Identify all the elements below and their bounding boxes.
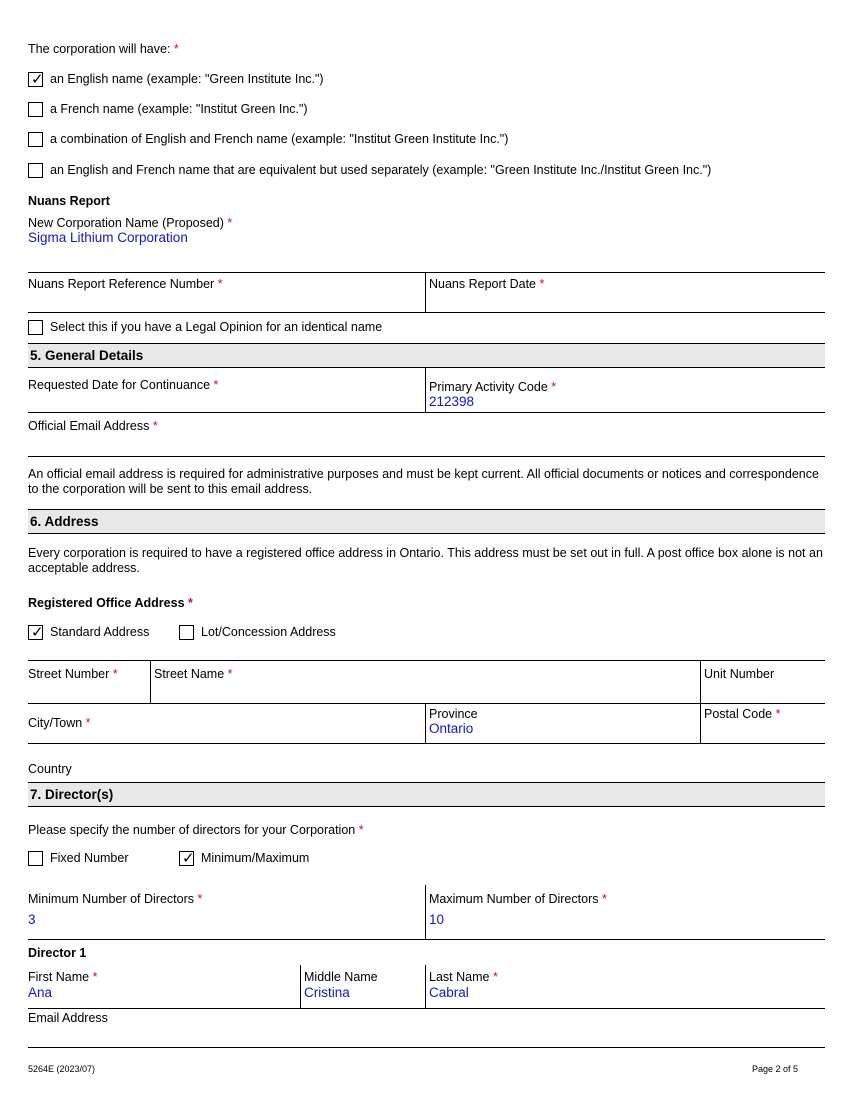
standard-address-checkbox[interactable] [28,625,43,640]
legal-opinion-checkbox[interactable] [28,320,43,335]
form-id: 5264E (2023/07) [28,1064,96,1074]
fixed-number-checkbox[interactable] [28,851,43,866]
director-1-heading: Director 1 [28,946,87,960]
unit-number-label: Unit Number [704,667,775,681]
activity-code-value[interactable]: 212398 [429,394,475,409]
french-name-checkbox[interactable] [28,102,43,117]
nuans-ref-label: Nuans Report Reference Number * [28,277,223,291]
proposed-name-label: New Corporation Name (Proposed) * [28,216,233,230]
official-email-note: An official email address is required for administrative purposes and must be kept current. All official documents or notices and correspondence to the corporation will be sent to this email address. [28,467,819,496]
continuance-date-label: Requested Date for Continuance * [28,378,219,392]
general-details-heading: 5. General Details [30,348,144,363]
min-directors-value[interactable]: 3 [28,912,36,927]
equivalent-name-label: an English and French name that are equivalent but used separately (example: "Green Institute Inc./Institut Green Inc.") [50,163,712,177]
max-directors-label: Maximum Number of Directors * [429,892,607,906]
general-details-band [28,343,825,368]
standard-address-label: Standard Address [50,625,150,639]
activity-code-label: Primary Activity Code * [429,380,557,394]
first-name-label: First Name * [28,970,98,984]
address-band [28,509,825,534]
equivalent-name-checkbox[interactable] [28,163,43,178]
last-name-value[interactable]: Cabral [429,985,469,1000]
address-note: Every corporation is required to have a registered office address in Ontario. This address must be set out in full. A post office box alone is not an acceptable address. [28,546,823,575]
english-name-label: an English name (example: "Green Institute Inc.") [50,72,324,86]
check-icon: ✓ [31,623,44,641]
street-name-label: Street Name * [154,667,233,681]
french-name-label: a French name (example: "Institut Green Inc.") [50,102,308,116]
combination-name-checkbox[interactable] [28,132,43,147]
first-name-value[interactable]: Ana [28,985,53,1000]
registered-office-label: Registered Office Address * [28,596,193,610]
nuans-date-label: Nuans Report Date * [429,277,545,291]
fixed-number-label: Fixed Number [50,851,129,865]
name-type-question: The corporation will have: * [28,42,179,56]
directors-band [28,782,825,807]
directors-heading: 7. Director(s) [30,787,114,802]
lot-concession-label: Lot/Concession Address [201,625,336,639]
min-directors-label: Minimum Number of Directors * [28,892,203,906]
street-number-label: Street Number * [28,667,118,681]
official-email-label: Official Email Address * [28,419,158,433]
check-icon: ✓ [31,70,44,88]
middle-name-label: Middle Name [304,970,378,984]
middle-name-value[interactable]: Cristina [304,985,350,1000]
city-label: City/Town * [28,716,91,730]
director-email-label: Email Address [28,1011,108,1025]
max-directors-value[interactable]: 10 [429,912,445,927]
directors-question: Please specify the number of directors for your Corporation * [28,823,364,837]
english-name-checkbox[interactable] [28,72,43,87]
page-number: Page 2 of 5 [752,1064,799,1074]
province-value[interactable]: Ontario [429,721,474,736]
lot-concession-checkbox[interactable] [179,625,194,640]
proposed-name-value[interactable]: Sigma Lithium Corporation [28,230,188,245]
combination-name-label: a combination of English and French name (example: "Institut Green Institute Inc.") [50,132,509,146]
postal-code-label: Postal Code * [704,707,781,721]
country-label: Country [28,762,72,776]
nuans-heading: Nuans Report [28,194,110,208]
last-name-label: Last Name * [429,970,498,984]
min-max-label: Minimum/Maximum [201,851,310,865]
legal-opinion-label: Select this if you have a Legal Opinion for an identical name [50,320,383,334]
check-icon: ✓ [182,849,195,867]
province-label: Province [429,707,478,721]
address-heading: 6. Address [30,514,99,529]
min-max-checkbox[interactable] [179,851,194,866]
